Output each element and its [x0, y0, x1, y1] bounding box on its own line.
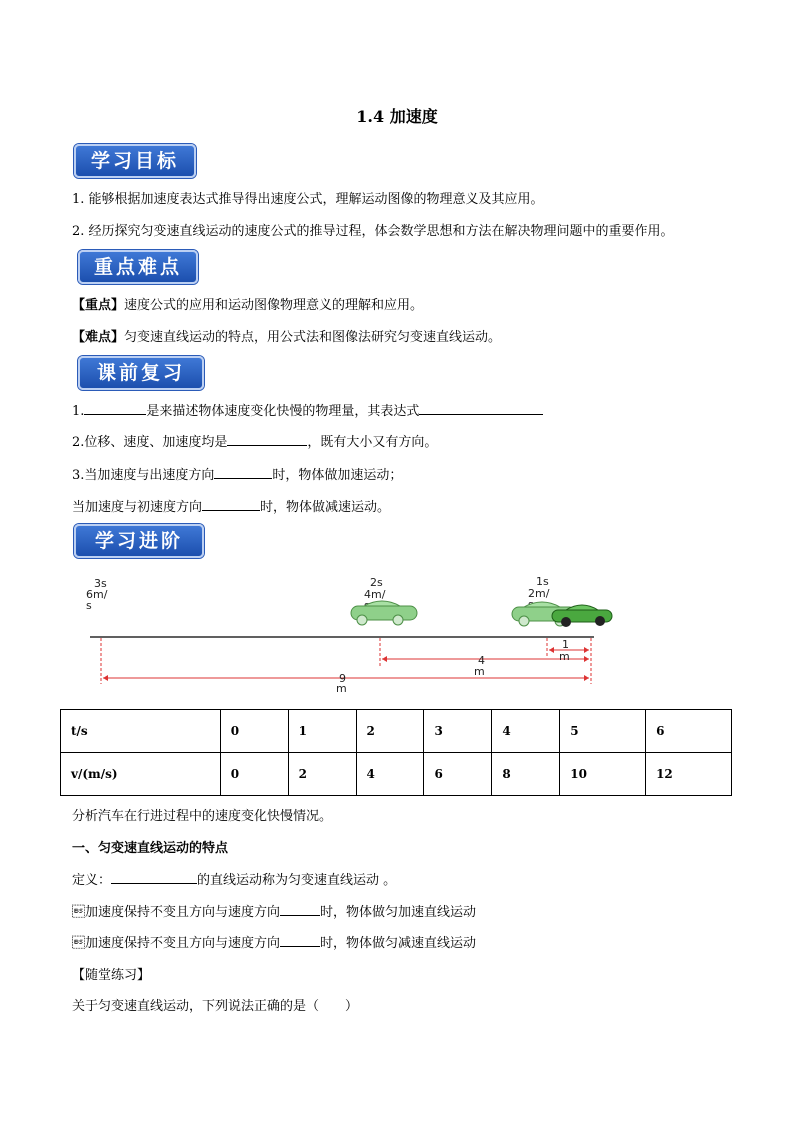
section-badge-advance: 学习进阶	[74, 524, 204, 558]
time-velocity-table	[60, 709, 732, 796]
table-cell: 6	[646, 710, 732, 753]
car3-speed: 2m/	[528, 587, 550, 600]
table-cell: 0	[220, 753, 288, 796]
nandian-text: 匀变速直线运动的特点，用公式法和图像法研究匀变速直线运动。	[124, 330, 502, 345]
blank-field[interactable]	[280, 901, 320, 916]
table-cell: 4	[356, 753, 424, 796]
review-q1-num: 1.	[72, 404, 85, 419]
review-q3-text-a: 3.当加速度与出速度方向	[72, 468, 215, 483]
section-badge-key: 重点难点	[78, 250, 198, 284]
car1-speed-unit: s	[86, 599, 92, 612]
table-row	[61, 753, 732, 796]
dist-1-unit: m	[559, 650, 570, 663]
table-cell: 6	[424, 753, 492, 796]
table-cell: 4	[492, 710, 560, 753]
point-2-text-a: 加速度保持不变且方向与速度方向	[72, 936, 281, 951]
blank-field[interactable]	[227, 431, 307, 446]
review-q3-text-b: 时，物体做加速运动；	[272, 468, 403, 483]
table-cell: 3	[424, 710, 492, 753]
review-q2	[72, 431, 437, 450]
table-cell: 0	[220, 710, 288, 753]
review-q4-text-b: 时，物体做减速运动。	[260, 500, 391, 515]
nandian-label: 【难点】	[72, 330, 125, 345]
zhongdian-label: 【重点】	[72, 298, 125, 313]
goal-2: 2. 经历探究匀变速直线运动的速度公式的推导过程，体会数学思想和方法在解决物理问题中的重要作用。	[72, 224, 674, 239]
point-1-text-b: 时，物体做匀加速直线运动	[320, 905, 477, 920]
review-q4	[72, 496, 390, 515]
difficult-point-line	[72, 326, 501, 345]
key-point-line	[72, 294, 423, 313]
definition-line	[72, 869, 396, 888]
table-cell: v/(m/s)	[61, 753, 221, 796]
dist-4-unit: m	[474, 665, 485, 678]
table-cell: 2	[356, 710, 424, 753]
review-q4-text-a: 当加速度与初速度方向	[72, 500, 203, 515]
car2-icon	[351, 601, 417, 625]
table-cell: 2	[288, 753, 356, 796]
table-cell: 1	[288, 710, 356, 753]
practice-question: 关于匀变速直线运动，下列说法正确的是（ ）	[72, 999, 359, 1014]
review-q2-text-b: ，既有大小又有方向。	[307, 435, 438, 450]
blank-field[interactable]	[419, 400, 543, 415]
car1-speed: 6m/	[86, 588, 108, 601]
table-cell: t/s	[61, 710, 221, 753]
dist-9-unit: m	[336, 682, 347, 695]
goal-1: 1. 能够根据加速度表达式推导得出速度公式，理解运动图像的物理意义及其应用。	[72, 192, 544, 207]
point-1-text-a: 加速度保持不变且方向与速度方向	[72, 905, 281, 920]
dist-9-value: 9	[339, 672, 346, 685]
definition-label: 定义：	[72, 873, 112, 888]
page-title: 1.4 加速度	[356, 107, 438, 126]
blank-field[interactable]	[280, 932, 320, 947]
car-motion-figure	[0, 570, 794, 695]
car2-speed: 4m/	[364, 588, 386, 601]
practice-heading: 【随堂练习】	[72, 968, 151, 983]
definition-text: 的直线运动称为匀变速直线运动 。	[197, 873, 397, 888]
car1-time: 3s	[94, 577, 107, 590]
section-badge-goals: 学习目标	[74, 144, 196, 178]
blank-field[interactable]	[202, 496, 260, 511]
point-1-line	[72, 901, 476, 920]
car3-time: 1s	[536, 575, 549, 588]
review-q2-text-a: 2.位移、速度、加速度均是	[72, 435, 228, 450]
table-row	[61, 710, 732, 753]
zhongdian-text: 速度公式的应用和运动图像物理意义的理解和应用。	[124, 298, 424, 313]
table-cell: 8	[492, 753, 560, 796]
table-cell: 10	[560, 753, 646, 796]
table-cell: 5	[560, 710, 646, 753]
analysis-line: 分析汽车在行进过程中的速度变化快慢情况。	[72, 809, 333, 824]
dist-1-value: 1	[562, 638, 569, 651]
heading-uniform-accel: 一、匀变速直线运动的特点	[72, 841, 229, 856]
review-q1-text: 是来描述物体速度变化快慢的物理量，其表达式	[146, 404, 420, 419]
blank-field[interactable]	[111, 869, 197, 884]
dist-4-value: 4	[478, 654, 485, 667]
car2-time: 2s	[370, 576, 383, 589]
blank-field[interactable]	[214, 464, 272, 479]
table-cell: 12	[646, 753, 732, 796]
section-badge-review: 课前复习	[78, 356, 204, 390]
point-2-text-b: 时，物体做匀减速直线运动	[320, 936, 477, 951]
blank-field[interactable]	[84, 400, 146, 415]
review-q3	[72, 464, 402, 483]
point-2-line	[72, 932, 476, 951]
review-q1	[72, 400, 543, 419]
